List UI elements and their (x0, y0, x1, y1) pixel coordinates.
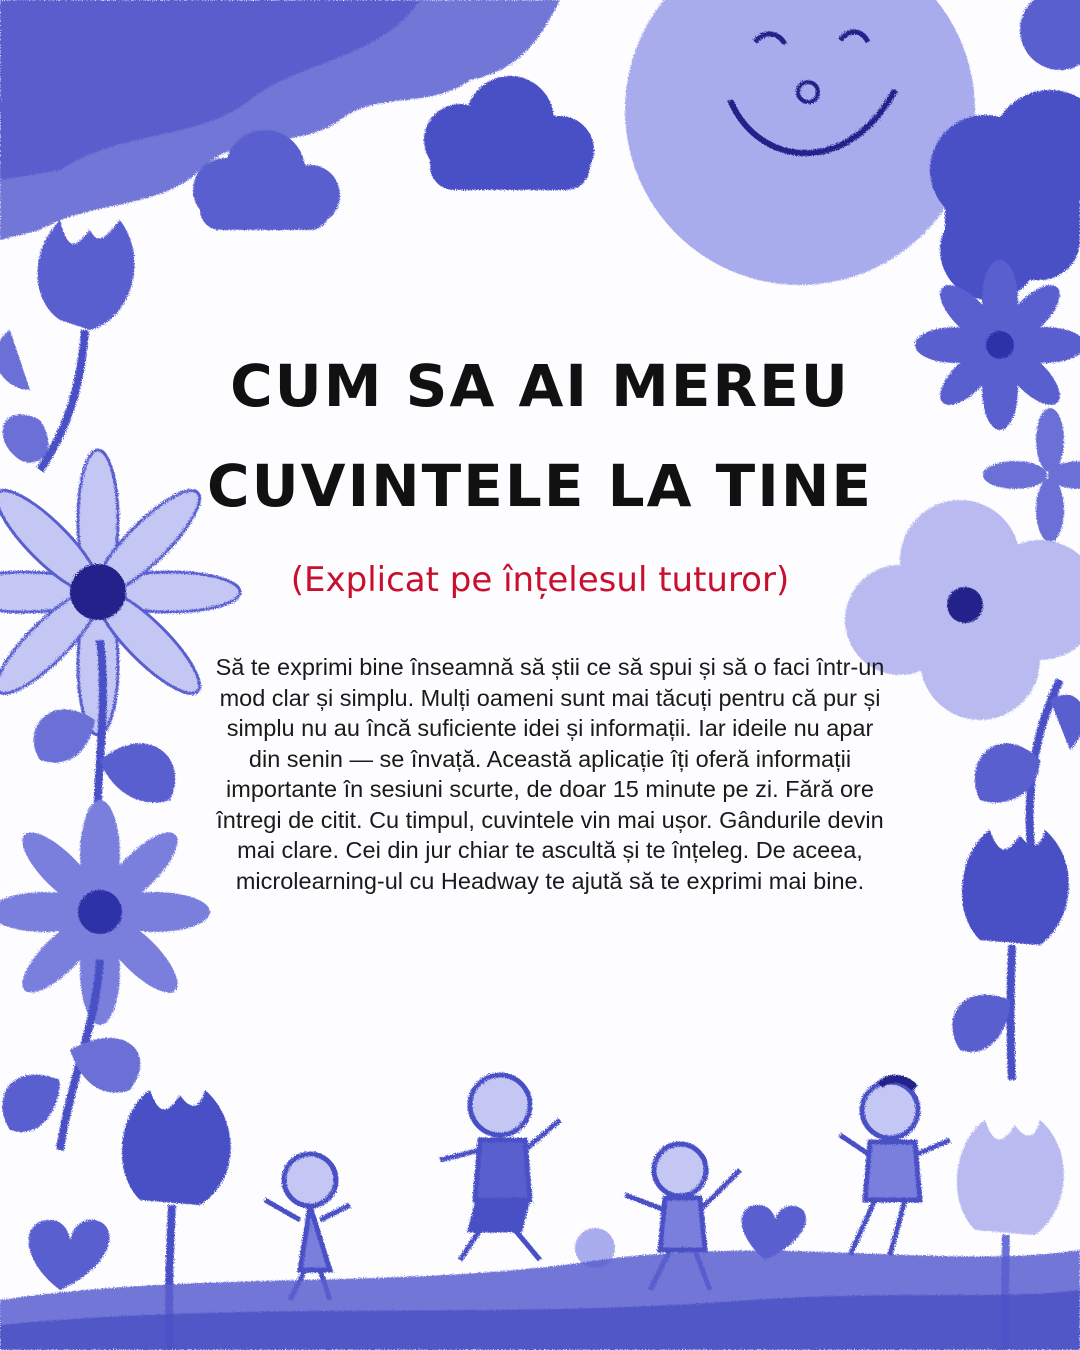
page-title (140, 336, 940, 536)
subtitle: (Explicat pe înțelesul tuturor) (290, 560, 790, 600)
title-line: CUVINTELE LA TINE (207, 452, 873, 520)
title-line: CUM SA AI MEREU (230, 352, 850, 420)
body-paragraph: Să te exprimi bine înseamnă să știi ce să spui și să o faci într-un mod clar și simplu. Mulți oameni sunt mai tăcuți pentru că pur și simplu nu au încă suficiente idei și informații. Iar ideile nu apar din senin — se învață. Această aplicație îți oferă informații importante în sesiuni scurte, de doar 15 minute pe zi. Fără ore întregi de citit. Cu timpul, cuvintele vin mai ușor. Gândurile devin mai clare. Cei din jur chiar te ascultă și te înțeleg. De aceea, microlearning-ul cu Headway te ajută să te exprimi mai bine. (215, 654, 885, 894)
